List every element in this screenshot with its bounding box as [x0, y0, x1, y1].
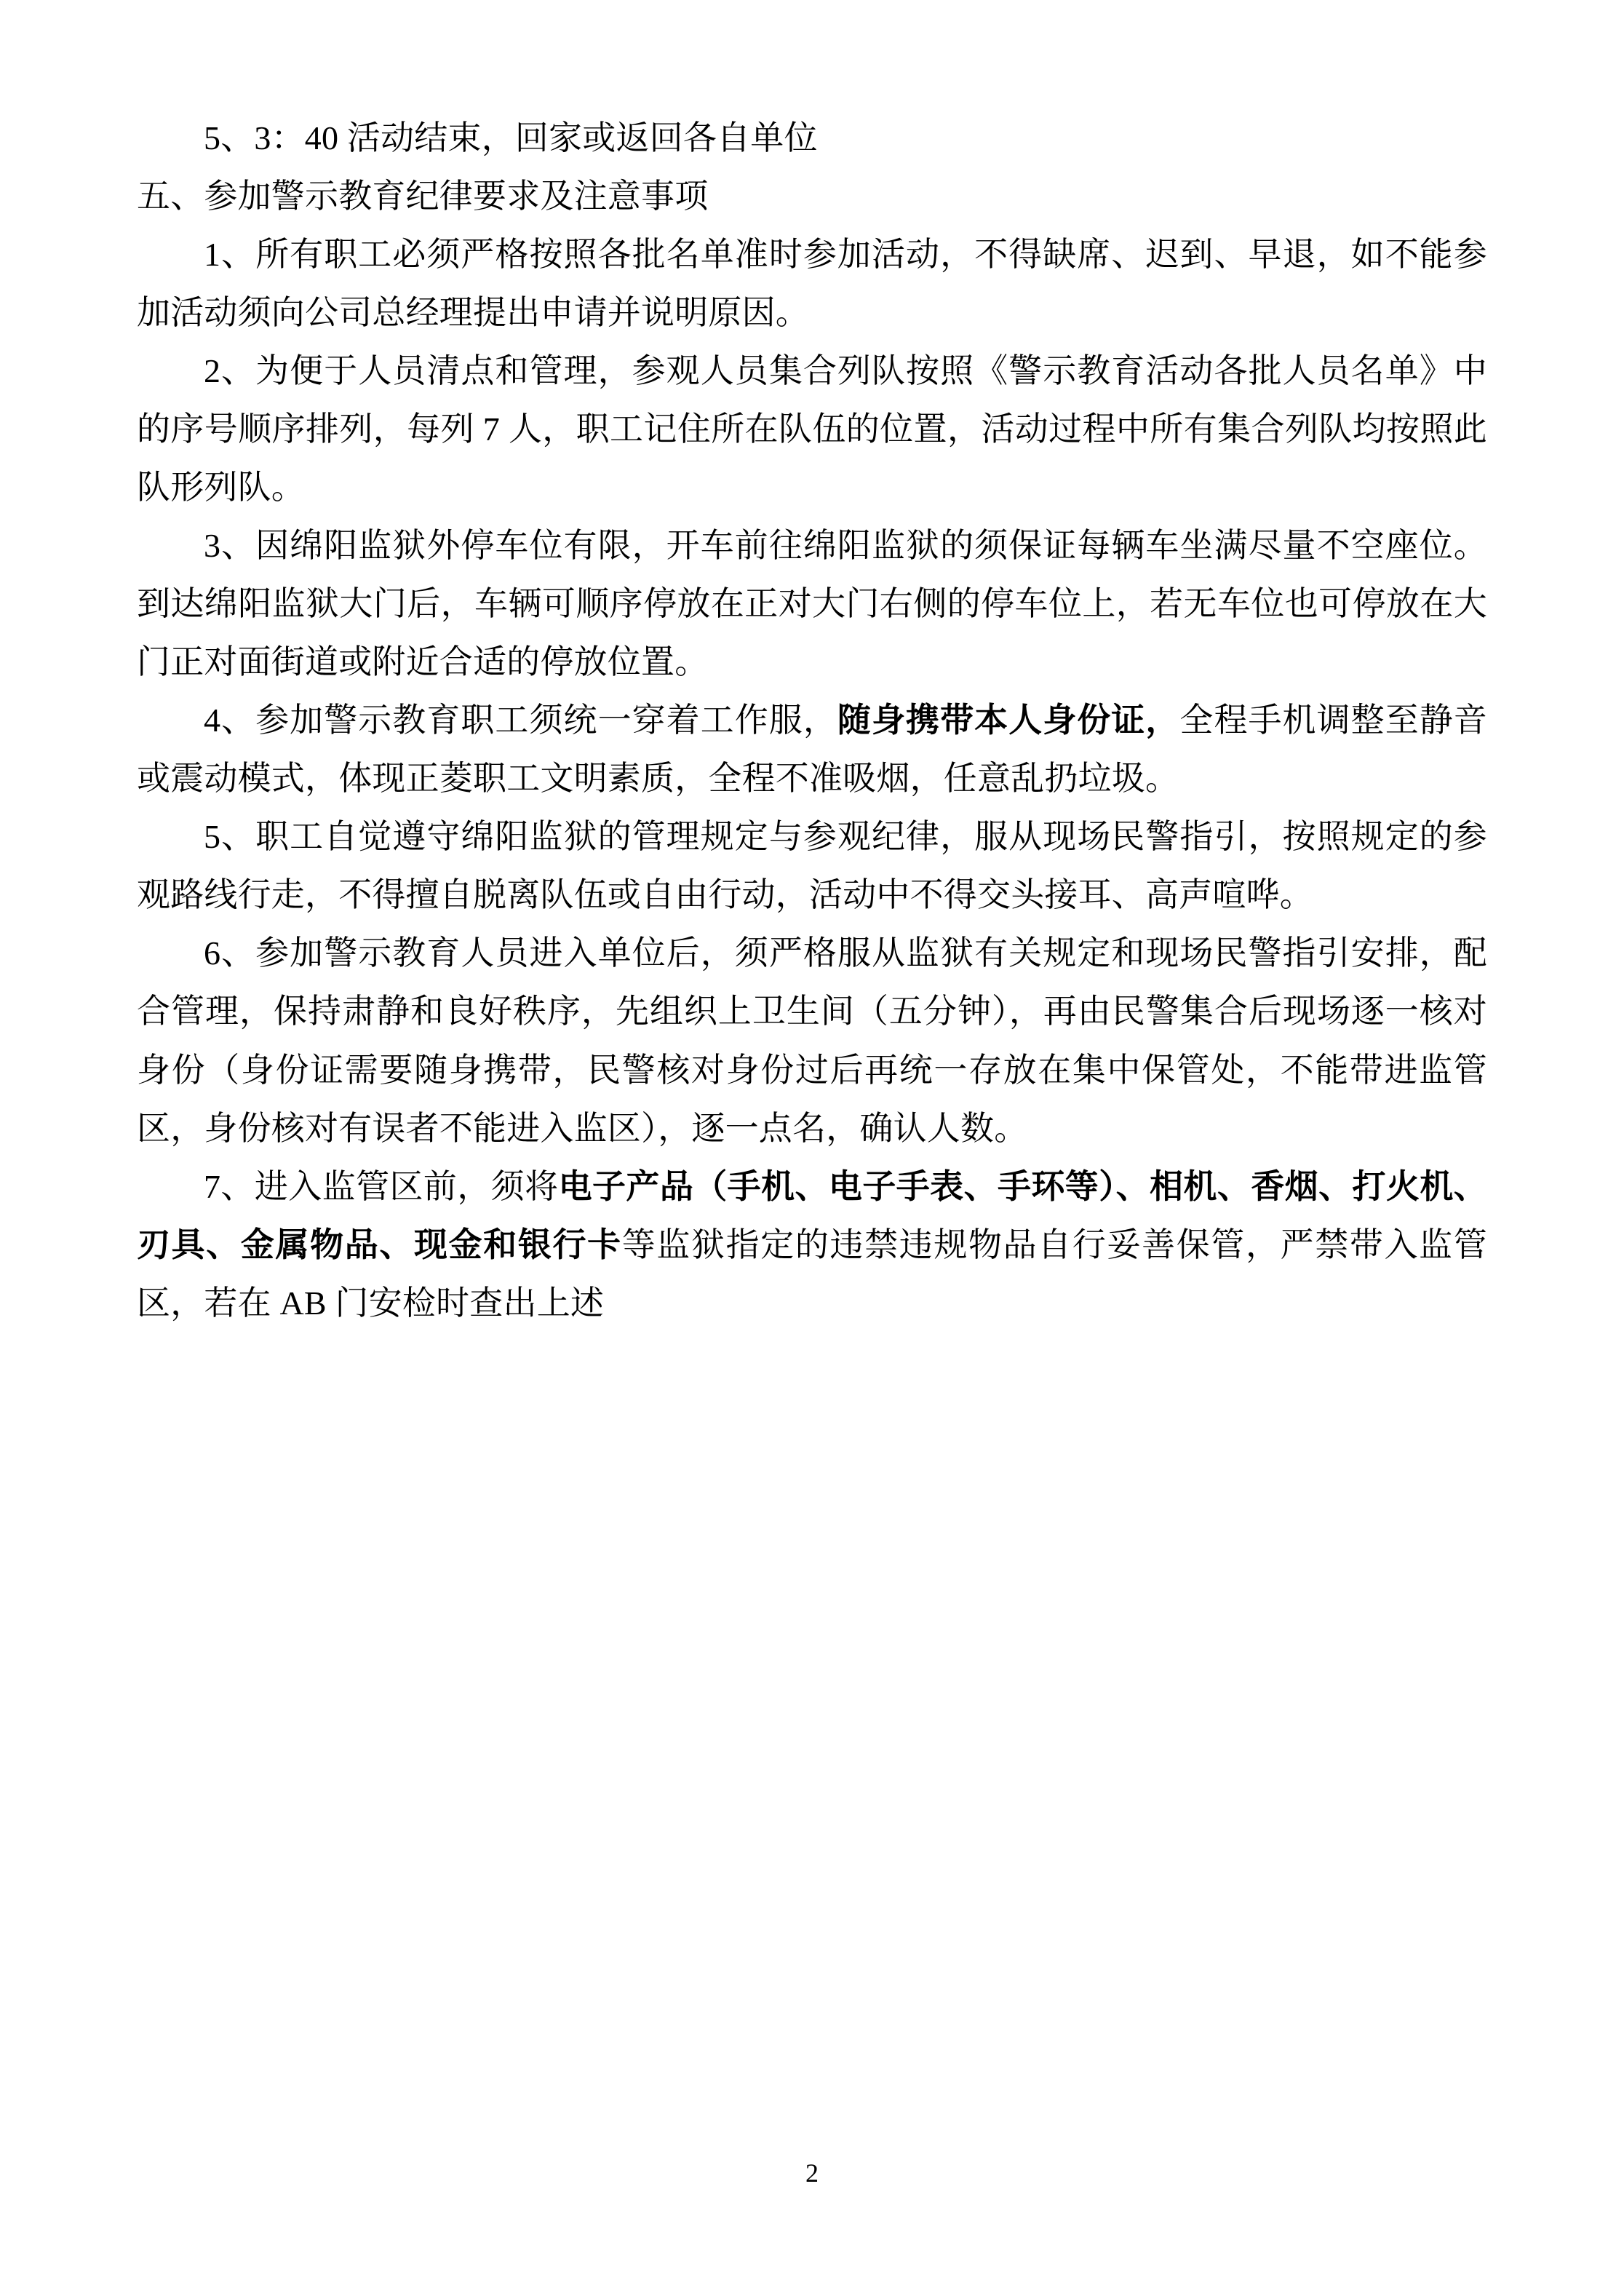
text-run: 6、参加警示教育人员进入单位后，须严格服从监狱有关规定和现场民警指引安排，配合管理，保持肃静和良好秩序，先组织上卫生间（五分钟），再由民警集合后现场逐一核对身份（身份证需要随身携带，民警核对身份过后再统一存放在集中保管处，不能带进监管区，身份核对有误者不能进入监区），逐一点名，确认人数。	[137, 934, 1487, 1147]
text-run: 等监狱指定的违禁违规物品自行妥善保管，严禁带入监管区，若在 AB 门安检时查出上述	[137, 1226, 1487, 1322]
section-heading	[137, 167, 1487, 226]
text-run: 全程手机调整至静音或震动模式，体现正菱职工文明素质，全程不准吸烟，任意乱扔垃圾。	[137, 702, 1487, 798]
text-run: 1、所有职工必须严格按照各批名单准时参加活动，不得缺席、迟到、早退，如不能参加活动须向公司总经理提出申请并说明原因。	[137, 236, 1487, 332]
text-run: 3、因绵阳监狱外停车位有限，开车前往绵阳监狱的须保证每辆车坐满尽量不空座位。到达绵阳监狱大门后，车辆可顺序停放在正对大门右侧的停车位上，若无车位也可停放在大门正对面街道或附近合适的停放位置。	[137, 527, 1487, 681]
text-run: 5、职工自觉遵守绵阳监狱的管理规定与参观纪律，服从现场民警指引，按照规定的参观路线行走，不得擅自脱离队伍或自由行动，活动中不得交头接耳、高声喧哗。	[137, 818, 1487, 914]
text-run: 4、参加警示教育职工须统一穿着工作服，	[204, 702, 837, 739]
paragraph	[137, 109, 1487, 167]
paragraph	[137, 342, 1487, 517]
paragraph	[137, 1158, 1487, 1332]
paragraph	[137, 691, 1487, 808]
paragraph	[137, 924, 1487, 1157]
document-body	[137, 109, 1487, 1332]
paragraph	[137, 226, 1487, 342]
text-run: 五、参加警示教育纪律要求及注意事项	[137, 178, 709, 215]
page-number: 2	[805, 2158, 819, 2188]
paragraph	[137, 517, 1487, 691]
text-run: 2、为便于人员清点和管理，参观人员集合列队按照《警示教育活动各批人员名单》中的序号顺序排列，每列 7 人，职工记住所在队伍的位置，活动过程中所有集合列队均按照此队形列队。	[137, 352, 1487, 507]
text-run: 7、进入监管区前，须将	[204, 1167, 559, 1205]
paragraph	[137, 808, 1487, 924]
emphasis-run: 随身携带本人身份证，	[837, 702, 1180, 739]
emphasis-run: 电子产品（手机、电子手表、手环等）、相机、香烟、打火机、刃具、金属物品、现金和银行卡	[137, 1167, 1487, 1263]
text-run: 5、3：40 活动结束，回家或返回各自单位	[204, 119, 818, 156]
